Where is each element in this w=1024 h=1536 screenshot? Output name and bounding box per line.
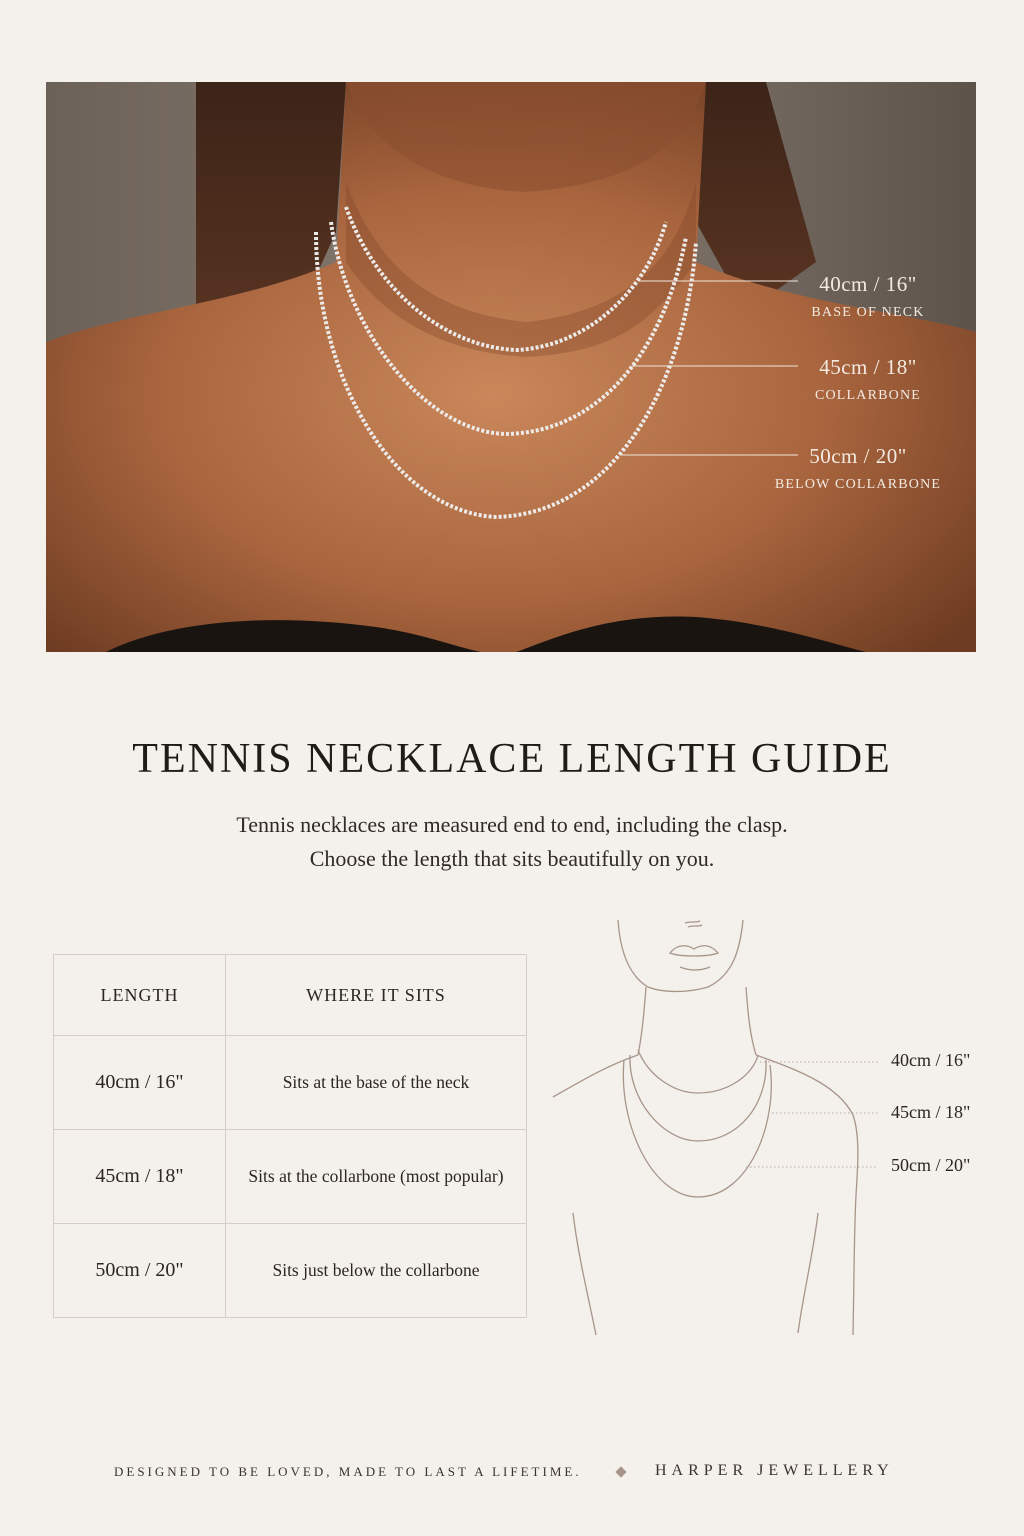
table-row [54,1036,527,1130]
page-title: TENNIS NECKLACE LENGTH GUIDE [132,736,892,782]
photo-label-40 [786,272,950,321]
table-header-row [54,955,527,1036]
photo-label-position: COLLARBONE [814,388,922,403]
subtitle-line-2: Choose the length that sits beautifully on you. [309,846,715,871]
diamond-icon [615,1466,626,1477]
row-length: 50cm / 20" [54,1224,226,1318]
model-photo [46,82,976,652]
header-where: WHERE IT SITS [226,955,527,1036]
table-row [54,1224,527,1318]
diagram-label-40: 40cm / 16" [891,1050,971,1070]
table-row [54,1130,527,1224]
length-table [53,954,527,1318]
photo-label-50 [758,444,958,493]
row-where: Sits at the base of the neck [226,1036,527,1130]
row-length: 40cm / 16" [54,1036,226,1130]
row-length: 45cm / 18" [54,1130,226,1224]
photo-label-length: 45cm / 18" [819,355,917,379]
neck-sketch-diagram [548,905,878,1345]
photo-label-length: 50cm / 20" [809,444,907,468]
row-where: Sits at the collarbone (most popular) [226,1130,527,1224]
footer-tagline: DESIGNED TO BE LOVED, MADE TO LAST A LIFETIME. [114,1464,582,1479]
row-where: Sits just below the collarbone [226,1224,527,1318]
photo-label-45 [786,355,950,404]
photo-label-position: BELOW COLLARBONE [774,477,942,492]
photo-label-position: BASE OF NECK [811,305,925,320]
header-length: LENGTH [54,955,226,1036]
photo-label-length: 40cm / 16" [819,272,917,296]
diagram-label-45: 45cm / 18" [891,1102,971,1122]
diagram-label-50: 50cm / 20" [891,1155,971,1175]
subtitle-line-1: Tennis necklaces are measured end to end, including the clasp. [236,812,788,837]
footer-brand: HARPER JEWELLERY [655,1462,894,1479]
